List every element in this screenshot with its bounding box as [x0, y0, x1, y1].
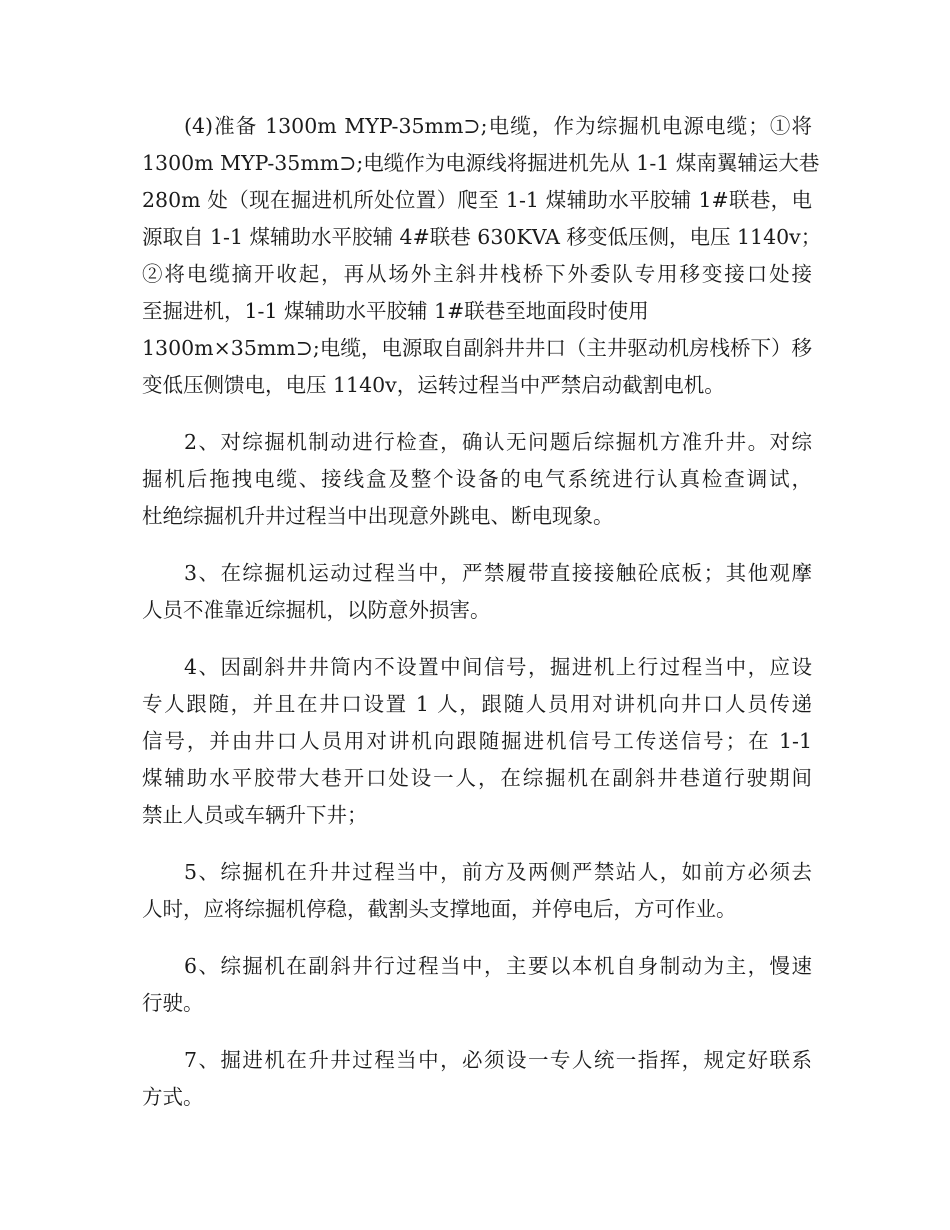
text-line: 专人跟随，并且在井口设置 1 人，跟随人员用对讲机向井口人员传递 [142, 692, 812, 716]
paragraph-command-person [142, 1042, 812, 1116]
paragraph-brake-inspection [142, 424, 812, 535]
text-line: 方式。 [142, 1085, 204, 1109]
text-line: 1300m MYP-35mm⊃;电缆作为电源线将掘进机先从 1-1 煤南翼辅运大巷 [142, 151, 820, 175]
document-body [142, 108, 822, 1136]
text-line: 4、因副斜井井筒内不设置中间信号，掘进机上行过程当中，应设 [184, 655, 812, 679]
text-line: 人员不准靠近综掘机，以防意外损害。 [142, 598, 491, 622]
text-line: 杜绝综掘机升井过程当中出现意外跳电、断电现象。 [142, 504, 614, 528]
text-line: 人时，应将综掘机停稳，截割头支撑地面，并停电后，方可作业。 [142, 897, 737, 921]
text-line: 掘机后拖拽电缆、接线盒及整个设备的电气系统进行认真检查调试， [142, 467, 812, 491]
text-line: 5、综掘机在升井过程当中，前方及两侧严禁站人，如前方必须去 [184, 860, 812, 884]
text-line: 2、对综掘机制动进行检查，确认无问题后综掘机方准升井。对综 [184, 430, 812, 454]
text-line: 煤辅助水平胶带大巷开口处设一人，在综掘机在副斜井巷道行驶期间 [142, 766, 812, 790]
paragraph-no-standing [142, 854, 812, 928]
paragraph-slow-driving [142, 948, 812, 1022]
text-line: 3、在综掘机运动过程当中，严禁履带直接接触砼底板；其他观摩 [184, 561, 812, 585]
text-line: 信号，并由井口人员用对讲机向跟随掘进机信号工传送信号；在 1-1 [142, 729, 812, 753]
text-line: 行驶。 [142, 991, 204, 1015]
text-line: 至掘进机，1-1 煤辅助水平胶辅 1#联巷至地面段时使用 [142, 299, 649, 323]
text-line: 7、掘进机在升井过程当中，必须设一专人统一指挥，规定好联系 [184, 1048, 812, 1072]
text-line: 变低压侧馈电，电压 1140v，运转过程当中严禁启动截割电机。 [142, 373, 725, 397]
text-line: 源取自 1-1 煤辅助水平胶辅 4#联巷 630KVA 移变低压侧，电压 1140v； [142, 225, 822, 249]
text-line: 禁止人员或车辆升下井； [142, 803, 368, 827]
text-line: 6、综掘机在副斜井行过程当中，主要以本机自身制动为主，慢速 [184, 954, 812, 978]
text-line: ②将电缆摘开收起，再从场外主斜井栈桥下外委队专用移变接口处接 [142, 262, 812, 286]
text-line: (4)准备 1300m MYP-35mm⊃;电缆，作为综掘机电源电缆；①将 [184, 114, 812, 138]
paragraph-cable-preparation [142, 108, 822, 404]
paragraph-track-safety [142, 555, 812, 629]
text-line: 1300m×35mm⊃;电缆，电源取自副斜井井口（主井驱动机房栈桥下）移 [142, 336, 812, 360]
paragraph-signal-arrangement [142, 649, 812, 834]
text-line: 280m 处（现在掘进机所处位置）爬至 1-1 煤辅助水平胶辅 1#联巷，电 [142, 188, 812, 212]
